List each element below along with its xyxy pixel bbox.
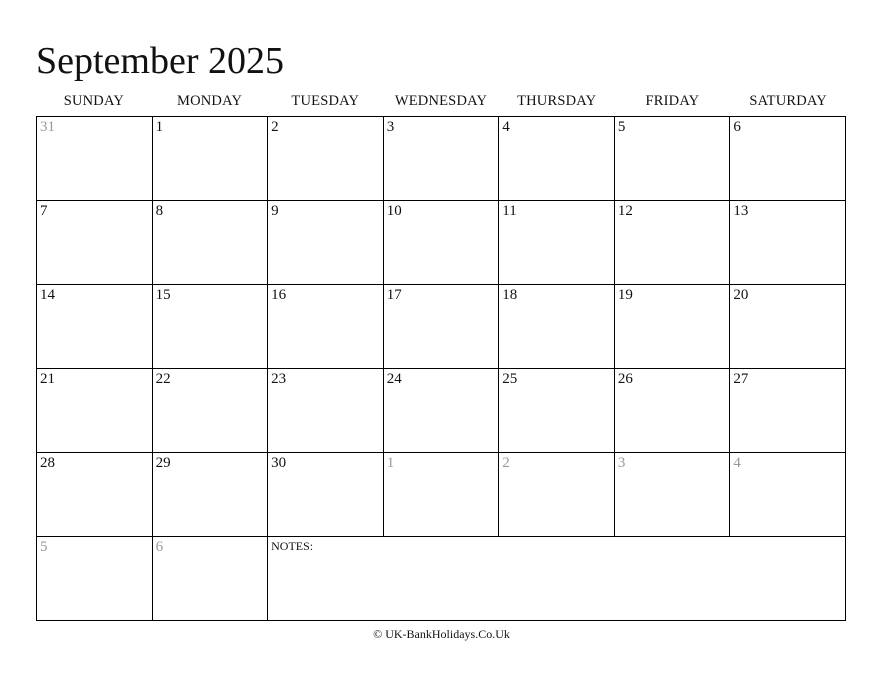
- day-number: 25: [502, 371, 518, 387]
- calendar-day-cell: [730, 201, 846, 285]
- weekday-thursday: THURSDAY: [517, 93, 597, 109]
- calendar-day-cell: [153, 285, 269, 369]
- calendar-day-cell: [384, 285, 500, 369]
- day-number: 18: [502, 287, 518, 303]
- day-number: 2: [502, 455, 510, 471]
- calendar-day-cell-other-month: [37, 117, 153, 201]
- day-number: 21: [40, 371, 55, 387]
- calendar-day-cell: [153, 369, 269, 453]
- calendar-day-cell: [37, 453, 153, 537]
- calendar-day-cell: [268, 117, 384, 201]
- day-number: 1: [386, 455, 395, 471]
- day-number: 5: [40, 539, 48, 555]
- calendar-day-cell: [384, 201, 500, 285]
- day-number: 20: [733, 287, 749, 303]
- calendar-day-cell: [499, 285, 615, 369]
- day-number: 26: [617, 371, 633, 387]
- day-number: 13: [733, 203, 749, 219]
- day-number: 29: [155, 455, 171, 471]
- calendar-day-cell: [730, 117, 846, 201]
- day-number: 12: [617, 203, 633, 219]
- calendar-day-cell: [499, 201, 615, 285]
- day-number: 19: [617, 287, 633, 303]
- day-number: 6: [155, 539, 164, 555]
- weekday-wednesday: WEDNESDAY: [394, 93, 488, 109]
- calendar-day-cell: [615, 285, 731, 369]
- calendar-day-cell-other-month: [37, 537, 153, 621]
- day-number: 2: [271, 119, 279, 135]
- day-number: 3: [617, 455, 626, 471]
- calendar-day-cell: [37, 369, 153, 453]
- calendar-grid: [36, 116, 846, 621]
- weekday-saturday: SATURDAY: [749, 93, 827, 109]
- day-number: 6: [733, 119, 741, 135]
- calendar-day-cell: [268, 369, 384, 453]
- day-number: 23: [271, 371, 287, 387]
- calendar-day-cell: [268, 453, 384, 537]
- day-number: 8: [155, 203, 164, 219]
- day-number: 28: [40, 455, 55, 471]
- day-number: 11: [502, 203, 517, 219]
- calendar-day-cell: [730, 369, 846, 453]
- weekday-header-row: [36, 90, 846, 112]
- calendar-day-cell: [153, 201, 269, 285]
- weekday-tuesday: TUESDAY: [291, 93, 360, 109]
- calendar-day-cell: [153, 117, 269, 201]
- day-number: 5: [617, 119, 626, 135]
- day-number: 16: [271, 287, 287, 303]
- day-number: 9: [271, 203, 279, 219]
- page-title: September 2025: [36, 40, 285, 82]
- day-number: 30: [271, 455, 287, 471]
- calendar-day-cell-other-month: [499, 453, 615, 537]
- calendar-day-cell: [268, 201, 384, 285]
- day-number: 3: [386, 119, 395, 135]
- calendar-day-cell: [615, 201, 731, 285]
- notes-box: [268, 537, 846, 621]
- calendar-day-cell: [268, 285, 384, 369]
- calendar-day-cell: [384, 117, 500, 201]
- day-number: 10: [386, 203, 402, 219]
- day-number: 7: [40, 203, 48, 219]
- day-number: 24: [386, 371, 402, 387]
- calendar-day-cell: [37, 201, 153, 285]
- notes-label: NOTES:: [271, 539, 314, 553]
- day-number: 17: [386, 287, 402, 303]
- weekday-monday: MONDAY: [177, 93, 243, 109]
- weekday-sunday: SUNDAY: [63, 93, 124, 109]
- calendar-day-cell-other-month: [615, 453, 731, 537]
- day-number: 4: [733, 455, 741, 471]
- day-number: 4: [502, 119, 510, 135]
- calendar-day-cell: [384, 369, 500, 453]
- calendar-day-cell: [37, 285, 153, 369]
- calendar-day-cell: [730, 285, 846, 369]
- calendar-day-cell-other-month: [730, 453, 846, 537]
- weekday-friday: FRIDAY: [645, 93, 700, 109]
- day-number: 15: [155, 287, 171, 303]
- copyright-footer: © UK-BankHolidays.Co.Uk: [373, 627, 510, 641]
- calendar-day-cell-other-month: [384, 453, 500, 537]
- calendar-day-cell: [615, 369, 731, 453]
- calendar-day-cell: [153, 453, 269, 537]
- calendar-day-cell-other-month: [153, 537, 269, 621]
- day-number: 27: [733, 371, 749, 387]
- calendar-day-cell: [499, 117, 615, 201]
- day-number: 1: [155, 119, 164, 135]
- day-number: 31: [40, 119, 55, 135]
- calendar-day-cell: [499, 369, 615, 453]
- calendar-day-cell: [615, 117, 731, 201]
- day-number: 22: [155, 371, 171, 387]
- day-number: 14: [40, 287, 55, 303]
